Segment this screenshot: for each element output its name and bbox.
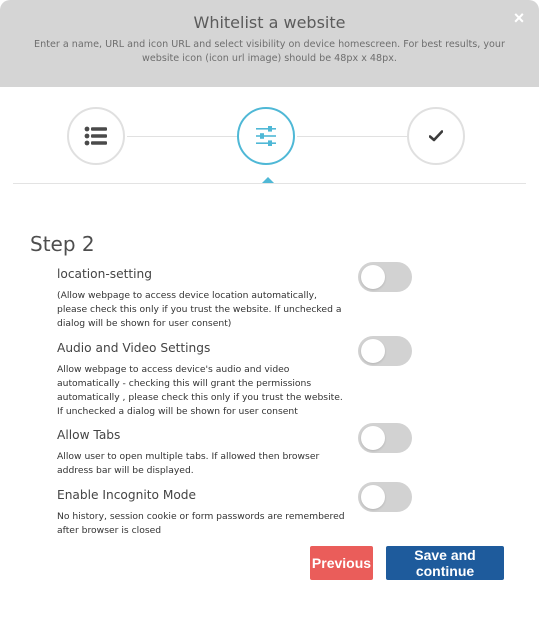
setting-description: (Allow webpage to access device location automatically, please check this only if you trust the website. If unchecked a dialog will be shown for user consent) [57,290,342,329]
toggle-knob [361,265,385,289]
location-setting-toggle[interactable] [358,262,412,292]
step-1-button[interactable] [67,107,125,165]
incognito-toggle[interactable] [358,482,412,512]
setting-description: No history, session cookie or form passwords are remembered after browser is closed [57,511,345,536]
stepper-divider [13,183,526,184]
audio-video-toggle[interactable] [358,336,412,366]
allow-tabs-toggle[interactable] [358,423,412,453]
setting-title: location-setting [57,267,153,281]
toggle-knob [361,339,385,363]
setting-description: Allow user to open multiple tabs. If allowed then browser address bar will be displayed. [57,451,320,476]
toggle-knob [361,485,385,509]
setting-incognito [57,487,347,538]
active-step-indicator [262,177,274,183]
modal-header [0,0,539,87]
modal-subtitle: Enter a name, URL and icon URL and select visibility on device homescreen. For best results, your website icon (icon url image) should be 48px x 48px. [34,39,505,64]
modal-title: Whitelist a website [193,13,346,32]
stepper-connector [297,136,407,137]
setting-audio-video [57,340,347,419]
stepper-connector [127,136,237,137]
step-heading: Step 2 [30,232,95,256]
step-3-button[interactable] [407,107,465,165]
save-and-continue-button[interactable]: Save and continue [386,546,504,580]
check-icon [429,130,443,142]
setting-description: Allow webpage to access device's audio and video automatically - checking this will grant the permissions automatically , please check this only if you trust the website. If unchecked a dialog will be shown for user consent [57,364,343,417]
setting-title: Enable Incognito Mode [57,488,197,502]
setting-allow-tabs [57,427,347,478]
step-2-button[interactable] [237,107,295,165]
close-icon[interactable]: × [513,8,525,28]
list-icon [84,126,108,146]
sliders-icon [255,126,277,146]
toggle-knob [361,426,385,450]
previous-button[interactable]: Previous [310,546,373,580]
setting-location [57,266,347,331]
setting-title: Audio and Video Settings [57,341,211,355]
setting-title: Allow Tabs [57,428,121,442]
